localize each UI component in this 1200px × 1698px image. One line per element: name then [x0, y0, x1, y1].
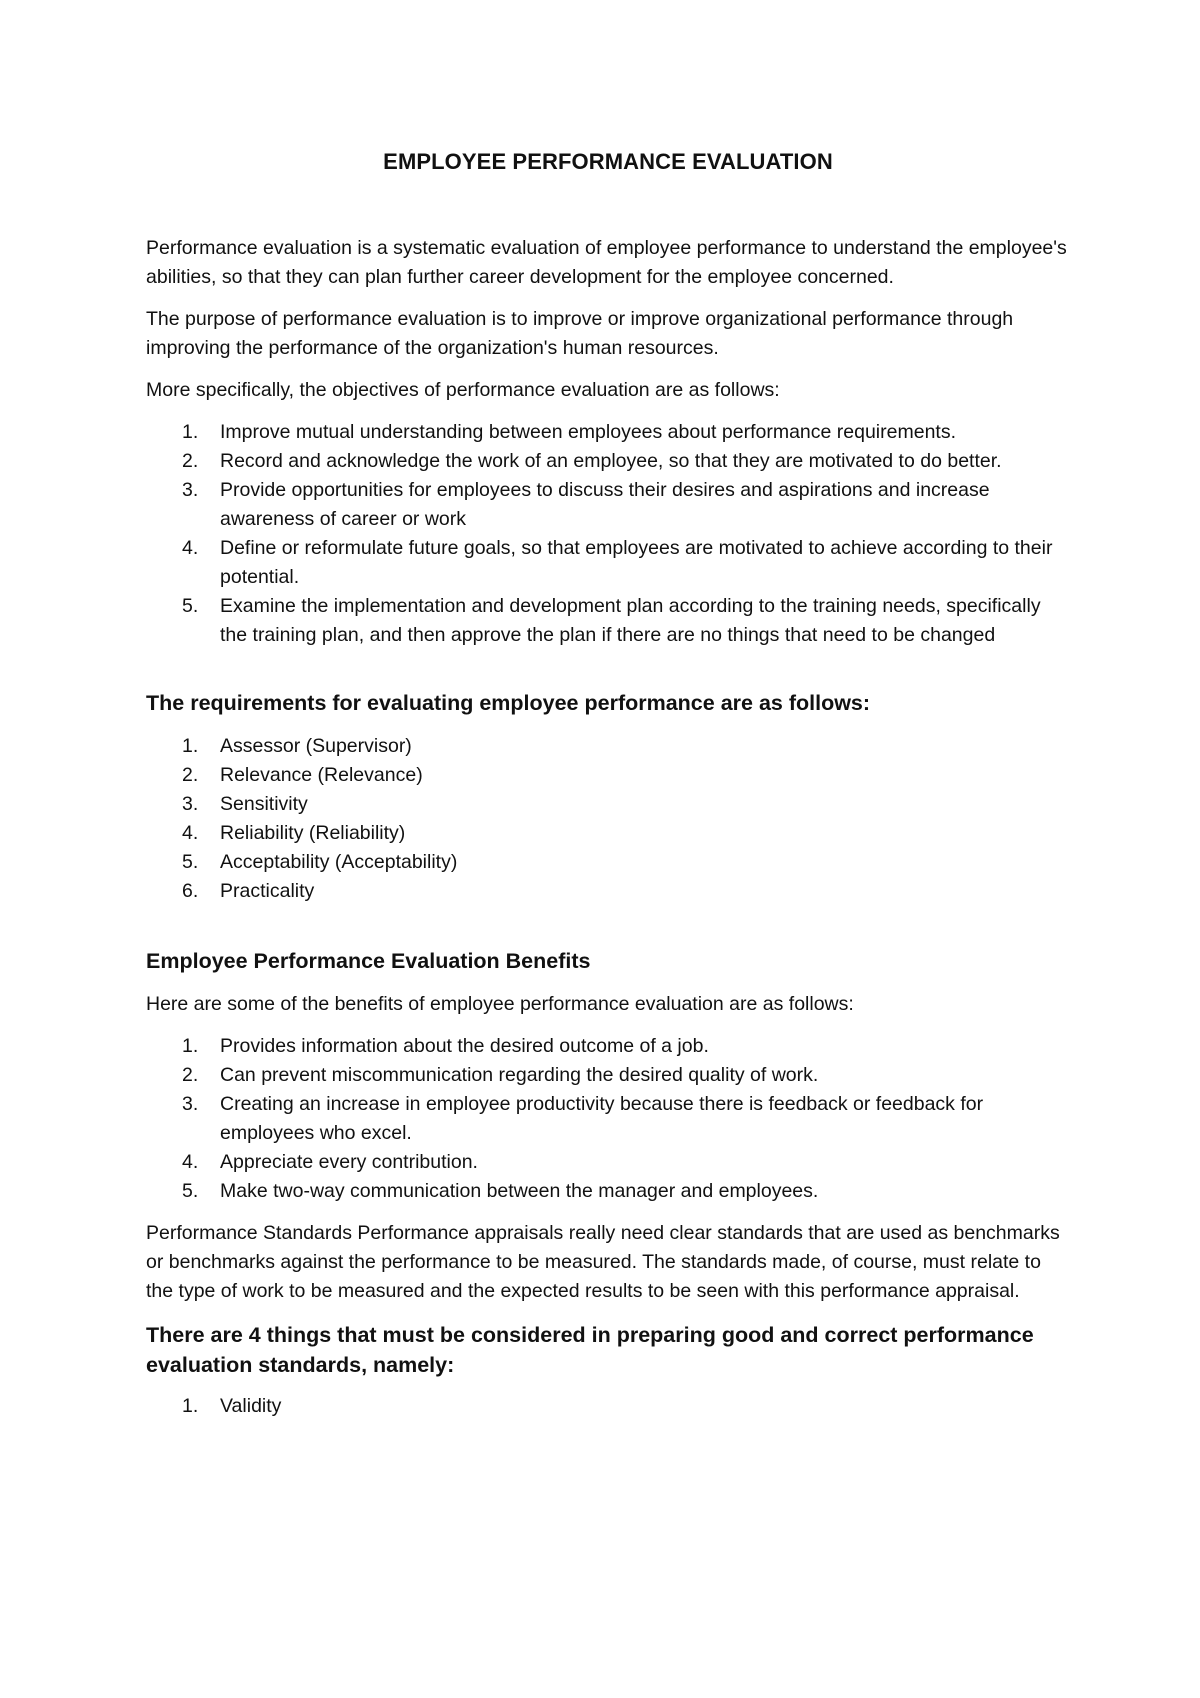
list-number: 4.: [182, 822, 199, 844]
list-number: 3.: [182, 1093, 199, 1115]
list-item: [146, 1061, 1070, 1090]
list-item-text: Validity: [220, 1395, 282, 1417]
list-number: 3.: [182, 793, 199, 815]
document-title: EMPLOYEE PERFORMANCE EVALUATION: [383, 149, 833, 174]
list-number: 5.: [182, 1180, 199, 1202]
list-item-text: Define or reformulate future goals, so that employees are motivated to achieve according to their potential.: [220, 537, 1053, 588]
list-item-text: Sensitivity: [220, 793, 308, 815]
standards-paragraph: Performance Standards Performance appraisals really need clear standards that are used as benchmarks or benchmarks against the performance to be measured. The standards made, of course, must relate to the type of work to be measured and the expected results to be seen with this performance appraisal.: [146, 1222, 1060, 1302]
list-item-text: Acceptability (Acceptability): [220, 851, 458, 873]
list-item: [146, 877, 1070, 906]
list-item: [146, 1032, 1070, 1061]
list-item: [146, 592, 1070, 650]
list-item-text: Appreciate every contribution.: [220, 1151, 478, 1173]
list-number: 2.: [182, 764, 199, 786]
list-item-text: Provide opportunities for employees to discuss their desires and aspirations and increase awareness of career or work: [220, 479, 990, 530]
list-item-text: Improve mutual understanding between employees about performance requirements.: [220, 421, 957, 443]
standards-heading: There are 4 things that must be considered in preparing good and correct performance evaluation standards, namely:: [146, 1323, 1034, 1377]
list-item: [146, 1392, 1070, 1421]
list-item-text: Make two-way communication between the manager and employees.: [220, 1180, 819, 1202]
list-item-text: Practicality: [220, 880, 315, 902]
benefits-intro: Here are some of the benefits of employee performance evaluation are as follows:: [146, 993, 854, 1015]
list-item-text: Record and acknowledge the work of an employee, so that they are motivated to do better.: [220, 450, 1002, 472]
list-number: 4.: [182, 1151, 199, 1173]
list-number: 4.: [182, 537, 199, 559]
list-item: [146, 819, 1070, 848]
intro-paragraph-3: More specifically, the objectives of performance evaluation are as follows:: [146, 379, 780, 401]
list-number: 5.: [182, 851, 199, 873]
list-number: 2.: [182, 450, 199, 472]
benefits-heading: Employee Performance Evaluation Benefits: [146, 949, 591, 973]
list-number: 2.: [182, 1064, 199, 1086]
list-item: [146, 848, 1070, 877]
list-number: 1.: [182, 1395, 199, 1417]
list-item: [146, 790, 1070, 819]
list-number: 1.: [182, 421, 199, 443]
list-item: [146, 1148, 1070, 1177]
list-item: [146, 1090, 1070, 1148]
intro-paragraph-2: The purpose of performance evaluation is to improve or improve organizational performance through improving the performance of the organization's human resources.: [146, 308, 1014, 359]
objectives-list: [146, 418, 1070, 650]
list-item: [146, 447, 1070, 476]
list-number: 5.: [182, 595, 199, 617]
list-item-text: Assessor (Supervisor): [220, 735, 412, 757]
requirements-list: [146, 732, 1070, 906]
list-item-text: Relevance (Relevance): [220, 764, 423, 786]
list-item: [146, 761, 1070, 790]
requirements-heading: The requirements for evaluating employee performance are as follows:: [146, 691, 871, 715]
list-item-text: Can prevent miscommunication regarding the desired quality of work.: [220, 1064, 819, 1086]
list-item-text: Examine the implementation and development plan according to the training needs, specifically the training plan, and then approve the plan if there are no things that need to be changed: [220, 595, 1041, 646]
list-item: [146, 1177, 1070, 1206]
list-item-text: Provides information about the desired outcome of a job.: [220, 1035, 709, 1057]
list-number: 1.: [182, 735, 199, 757]
list-item-text: Reliability (Reliability): [220, 822, 406, 844]
list-item: [146, 418, 1070, 447]
list-item-text: Creating an increase in employee productivity because there is feedback or feedback for employees who excel.: [220, 1093, 984, 1144]
list-number: 6.: [182, 880, 199, 902]
benefits-list: [146, 1032, 1070, 1206]
intro-paragraph-1: Performance evaluation is a systematic evaluation of employee performance to understand the employee's abilities, so that they can plan further career development for the employee concerned.: [146, 237, 1067, 288]
list-number: 3.: [182, 479, 199, 501]
standards-list: [146, 1392, 1070, 1421]
list-number: 1.: [182, 1035, 199, 1057]
list-item: [146, 534, 1070, 592]
list-item: [146, 476, 1070, 534]
list-item: [146, 732, 1070, 761]
